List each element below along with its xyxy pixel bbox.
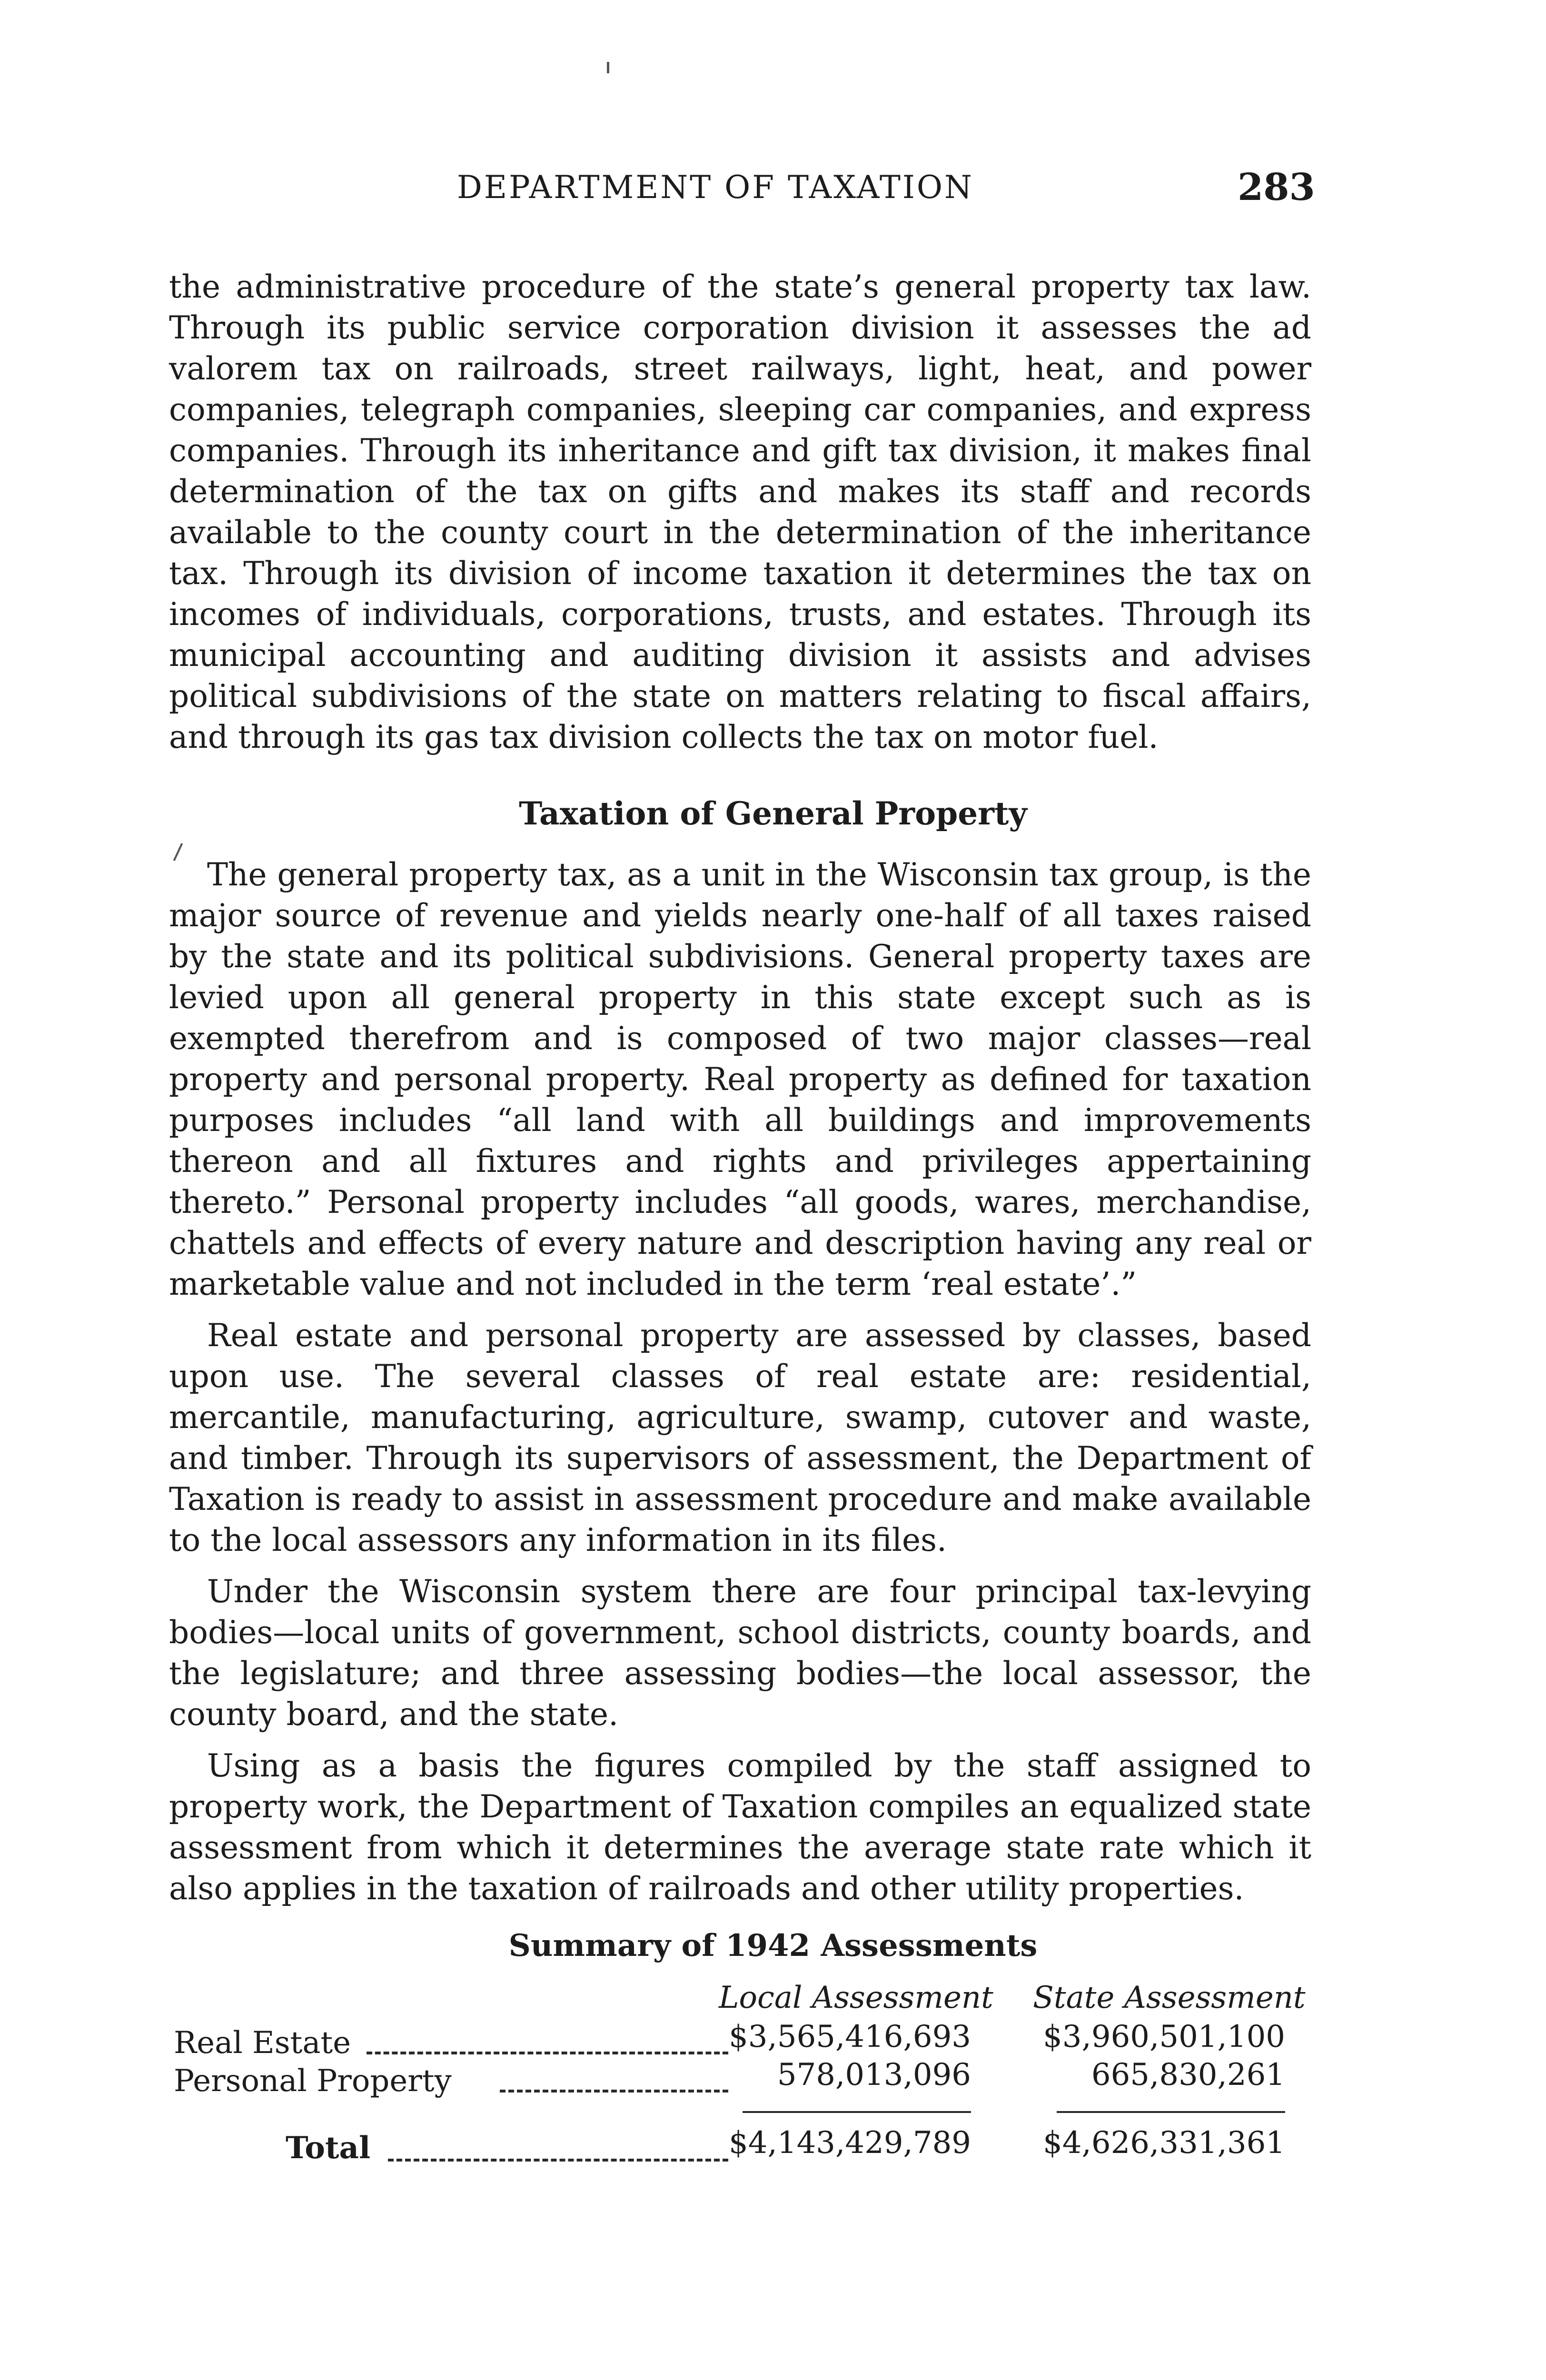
row-label-personal-property: Personal Property (174, 2063, 452, 2099)
dot-leader (367, 2052, 728, 2054)
section-heading: Taxation of General Property (519, 795, 1027, 832)
running-head: DEPARTMENT OF TAXATION (457, 169, 974, 206)
table-title: Summary of 1942 Assessments (508, 1928, 1038, 1964)
intro-text-block (169, 267, 1311, 758)
dot-leader (388, 2159, 728, 2162)
total-local-value: $4,143,429,789 (729, 2125, 971, 2161)
section-text-block (169, 854, 1311, 1909)
page-number: 283 (1238, 166, 1315, 209)
real-estate-local-value: $3,565,416,693 (729, 2019, 971, 2054)
personal-property-state-value: 665,830,261 (1091, 2057, 1285, 2092)
personal-property-local-value: 578,013,096 (777, 2057, 971, 2092)
sum-rule-state (1057, 2111, 1285, 2113)
scan-speck (607, 62, 609, 73)
section-paragraph-1: The general property tax, as a unit in the Wisconsin tax group, is the major source of revenue and yields nearly one-half of all taxes raised by the state and its political subdivisions. General property taxes are levied upon all general property in this state except such as is exempted therefrom and is composed of two major classes—real property and personal property. Real property as defined for taxation purposes includes “all land with all buildings and improvements thereon and all fixtures and rights and privileges appertaining thereto.” Personal property includes “all goods, wares, merchandise, chattels and effects of every nature and description having any real or marketable value and not included in the term ‘real estate’.” (169, 856, 1311, 1302)
dot-leader (500, 2090, 728, 2092)
column-header-local: Local Assessment (719, 1980, 993, 2015)
row-label-total: Total (286, 2130, 371, 2166)
total-state-value: $4,626,331,361 (1043, 2125, 1285, 2161)
sum-rule-local (743, 2111, 971, 2113)
section-paragraph-4: Using as a basis the figures compiled by the staff assigned to property work, the Department of Taxation compiles an equalized state assessment from which it determines the average state rate which it also applies in the taxation of railroads and other utility properties. (169, 1747, 1311, 1907)
real-estate-state-value: $3,960,501,100 (1043, 2019, 1285, 2054)
intro-paragraph: the administrative procedure of the state’s general property tax law. Through its public service corporation division it assesses the ad valorem tax on railroads, street railways, light, heat, and power companies, telegraph companies, sleeping car companies, and express companies. Through its inheritance and gift tax division, it makes final determination of the tax on gifts and makes its staff and records available to the county court in the determination of the inheritance tax. Through its division of income taxation it determines the tax on incomes of individuals, corporations, trusts, and estates. Through its municipal accounting and auditing division it assists and advises political subdivisions of the state on matters relating to fiscal affairs, and through its gas tax division collects the tax on motor fuel. (169, 268, 1311, 755)
section-paragraph-2: Real estate and personal property are assessed by classes, based upon use. The several classes of real estate are: residential, mercantile, manufacturing, agriculture, swamp, cutover and waste, and timber. Through its supervisors of assessment, the Department of Taxation is ready to assist in assessment procedure and make available to the local assessors any information in its files. (169, 1317, 1311, 1558)
row-label-real-estate: Real Estate (174, 2025, 351, 2061)
column-header-state: State Assessment (1033, 1980, 1306, 2015)
section-paragraph-3: Under the Wisconsin system there are four principal tax-levying bodies—local units of government, school districts, county boards, and the legislature; and three assessing bodies—the local assessor, the county board, and the state. (169, 1573, 1311, 1733)
